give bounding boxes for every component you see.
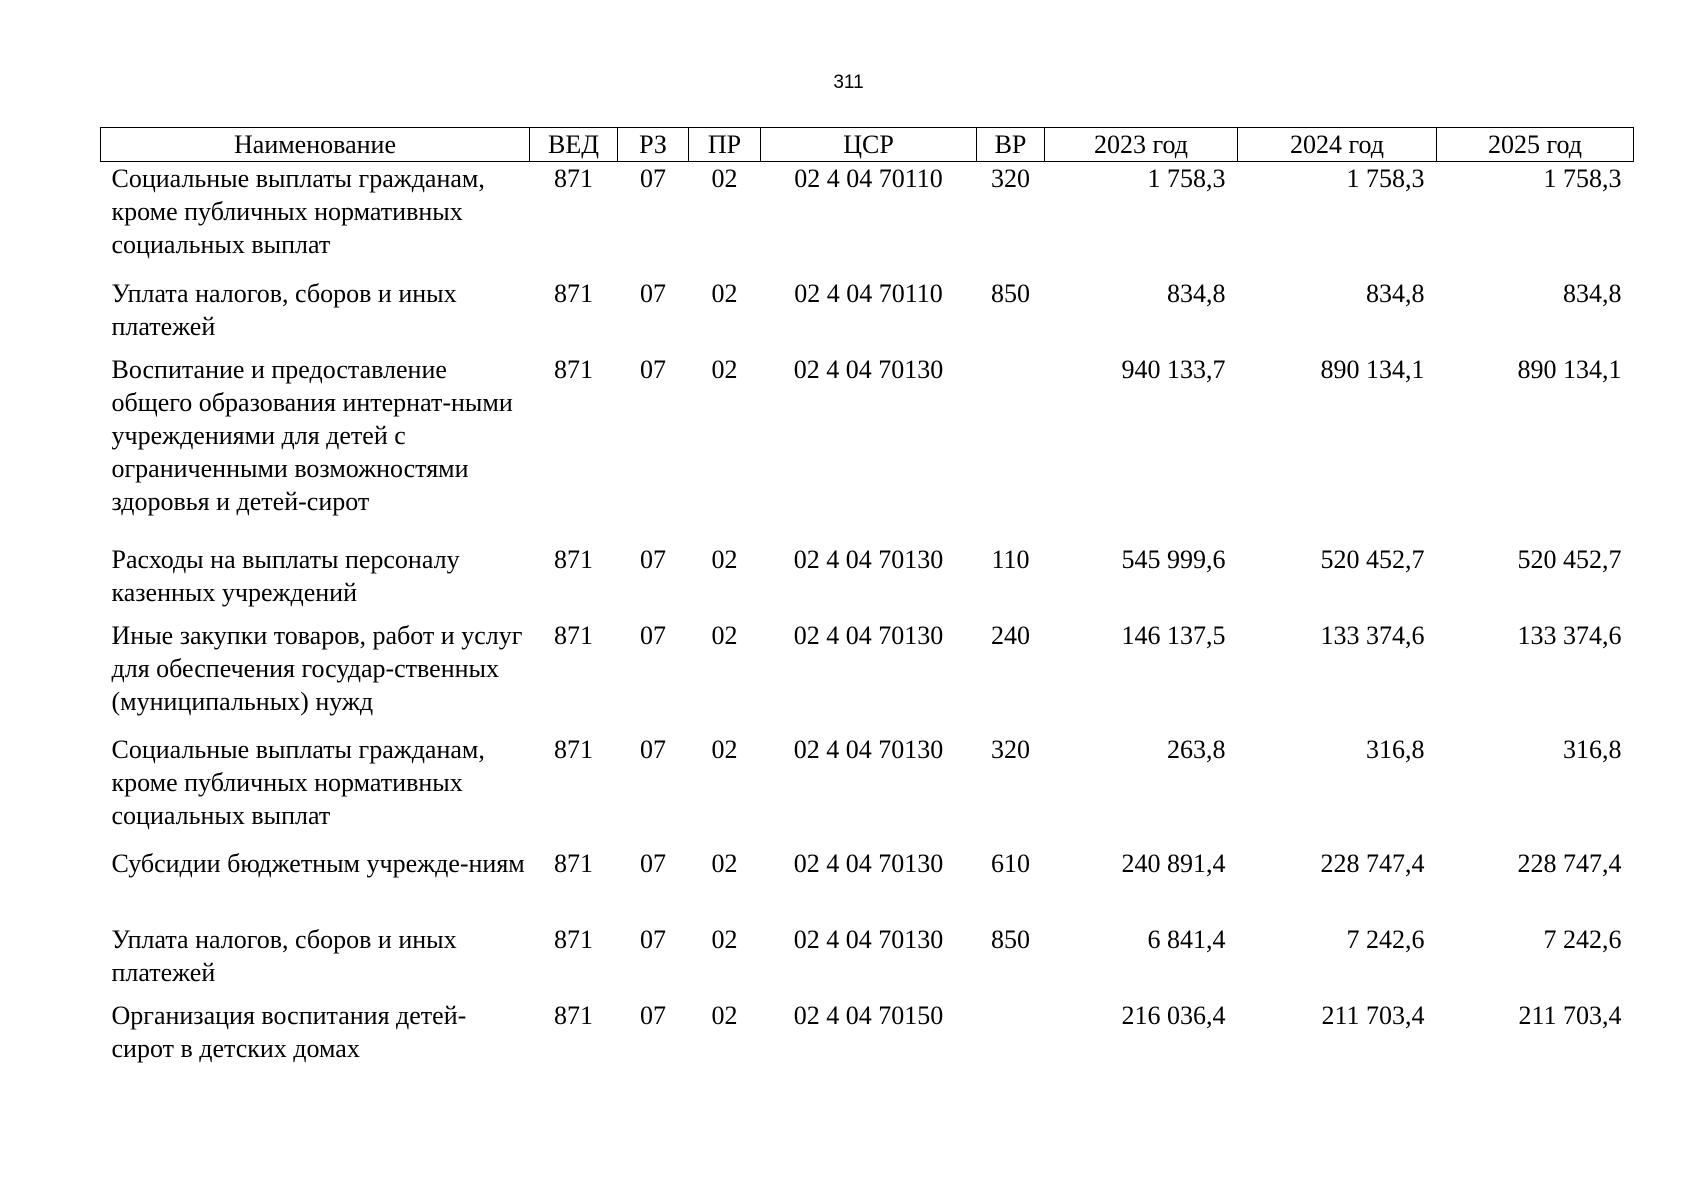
row-ved: 871 (554, 734, 593, 764)
row-2023: 834,8 (1167, 278, 1226, 308)
row-vr: 320 (991, 734, 1030, 764)
row-vr: 850 (991, 924, 1030, 954)
row-2023: 263,8 (1167, 734, 1226, 764)
row-2025: 211 703,4 (1518, 1000, 1622, 1030)
row-pr: 02 (711, 1000, 738, 1030)
row-name: Социальные выплаты гражданам, кроме публичных нормативных социальных выплат (111, 164, 485, 259)
row-vr: 240 (991, 620, 1030, 650)
row-rz: 07 (640, 354, 666, 384)
row-csr: 02 4 04 70150 (793, 1000, 944, 1030)
header-ved: ВЕД (530, 128, 618, 162)
row-csr: 02 4 04 70130 (793, 620, 944, 650)
table-row (101, 999, 1634, 1069)
row-2025: 7 242,6 (1543, 924, 1622, 954)
row-rz: 07 (640, 278, 666, 308)
row-csr: 02 4 04 70110 (794, 278, 943, 308)
row-name: Организация воспитания детей-сирот в детских домах (111, 1000, 467, 1063)
row-pr: 02 (711, 734, 738, 764)
row-2024: 520 452,7 (1320, 544, 1425, 574)
row-vr: 610 (991, 848, 1030, 878)
row-2025: 520 452,7 (1517, 544, 1622, 574)
row-ved: 871 (554, 848, 593, 878)
row-name: Воспитание и предоставление общего образования интернат-ными учреждениями для детей с ограниченными возможностями здоровья и детей-сирот (111, 354, 513, 516)
row-2025: 1 758,3 (1543, 164, 1622, 193)
table-row (101, 353, 1634, 543)
header-vr: ВР (977, 128, 1045, 162)
row-rz: 07 (640, 1000, 666, 1030)
row-name: Иные закупки товаров, работ и услуг для обеспечения государ-ственных (муниципальных) нужд (111, 620, 523, 716)
row-vr: 110 (991, 544, 1030, 574)
row-2025: 834,8 (1563, 278, 1622, 308)
row-rz: 07 (640, 848, 666, 878)
row-csr: 02 4 04 70130 (793, 734, 944, 764)
row-rz: 07 (640, 164, 666, 193)
row-pr: 02 (711, 924, 738, 954)
row-rz: 07 (640, 734, 666, 764)
row-pr: 02 (711, 544, 738, 574)
header-row (101, 128, 1634, 162)
table-row (101, 543, 1634, 619)
row-2024: 133 374,6 (1320, 620, 1425, 650)
header-csr: ЦСР (761, 128, 977, 162)
row-vr: 320 (991, 164, 1030, 193)
row-csr: 02 4 04 70110 (794, 164, 943, 193)
row-2023: 6 841,4 (1147, 924, 1226, 954)
row-2023: 146 137,5 (1121, 620, 1226, 650)
row-pr: 02 (711, 278, 738, 308)
row-2025: 316,8 (1563, 734, 1622, 764)
row-2023: 240 891,4 (1121, 848, 1226, 878)
row-2024: 7 242,6 (1346, 924, 1425, 954)
row-2024: 834,8 (1366, 278, 1425, 308)
table-row (101, 162, 1634, 277)
budget-table (100, 127, 1634, 1069)
row-ved: 871 (554, 544, 593, 574)
row-2024: 211 703,4 (1321, 1000, 1425, 1030)
row-2025: 890 134,1 (1517, 354, 1622, 384)
table-row (101, 923, 1634, 999)
row-pr: 02 (711, 620, 738, 650)
table-row (101, 277, 1634, 353)
row-name: Субсидии бюджетным учрежде-ниям (111, 848, 525, 878)
header-pr: ПР (689, 128, 761, 162)
row-name: Уплата налогов, сборов и иных платежей (111, 278, 457, 341)
row-pr: 02 (711, 354, 738, 384)
row-vr (977, 353, 1045, 543)
row-ved: 871 (554, 354, 593, 384)
row-name: Расходы на выплаты персоналу казенных учреждений (111, 544, 460, 607)
row-csr: 02 4 04 70130 (793, 848, 944, 878)
row-vr (977, 999, 1045, 1069)
row-name: Уплата налогов, сборов и иных платежей (111, 924, 457, 987)
row-rz: 07 (640, 620, 666, 650)
row-csr: 02 4 04 70130 (793, 544, 944, 574)
row-vr: 850 (991, 278, 1030, 308)
row-ved: 871 (554, 924, 593, 954)
row-pr: 02 (711, 848, 738, 878)
row-2023: 545 999,6 (1121, 544, 1226, 574)
row-2025: 228 747,4 (1517, 848, 1622, 878)
row-2024: 890 134,1 (1320, 354, 1425, 384)
row-2024: 228 747,4 (1320, 848, 1425, 878)
row-2025: 133 374,6 (1517, 620, 1622, 650)
header-2024: 2024 год (1238, 128, 1437, 162)
row-csr: 02 4 04 70130 (793, 924, 944, 954)
row-ved: 871 (554, 278, 593, 308)
row-rz: 07 (640, 544, 666, 574)
row-rz: 07 (640, 924, 666, 954)
table-row (101, 733, 1634, 847)
row-ved: 871 (554, 1000, 593, 1030)
row-ved: 871 (554, 164, 593, 193)
table-row (101, 619, 1634, 733)
row-name: Социальные выплаты гражданам, кроме публичных нормативных социальных выплат (111, 734, 485, 830)
row-2023: 216 036,4 (1121, 1000, 1226, 1030)
row-2023: 940 133,7 (1121, 354, 1226, 384)
row-2023: 1 758,3 (1147, 164, 1226, 193)
header-2025: 2025 год (1437, 128, 1634, 162)
row-csr: 02 4 04 70130 (793, 354, 944, 384)
header-2023: 2023 год (1045, 128, 1238, 162)
row-2024: 1 758,3 (1346, 164, 1425, 193)
row-2024: 316,8 (1366, 734, 1425, 764)
page-number: 311 (833, 72, 864, 93)
header-name: Наименование (101, 128, 530, 162)
row-pr: 02 (711, 164, 738, 193)
header-rz: РЗ (618, 128, 689, 162)
table-row (101, 847, 1634, 923)
row-ved: 871 (554, 620, 593, 650)
